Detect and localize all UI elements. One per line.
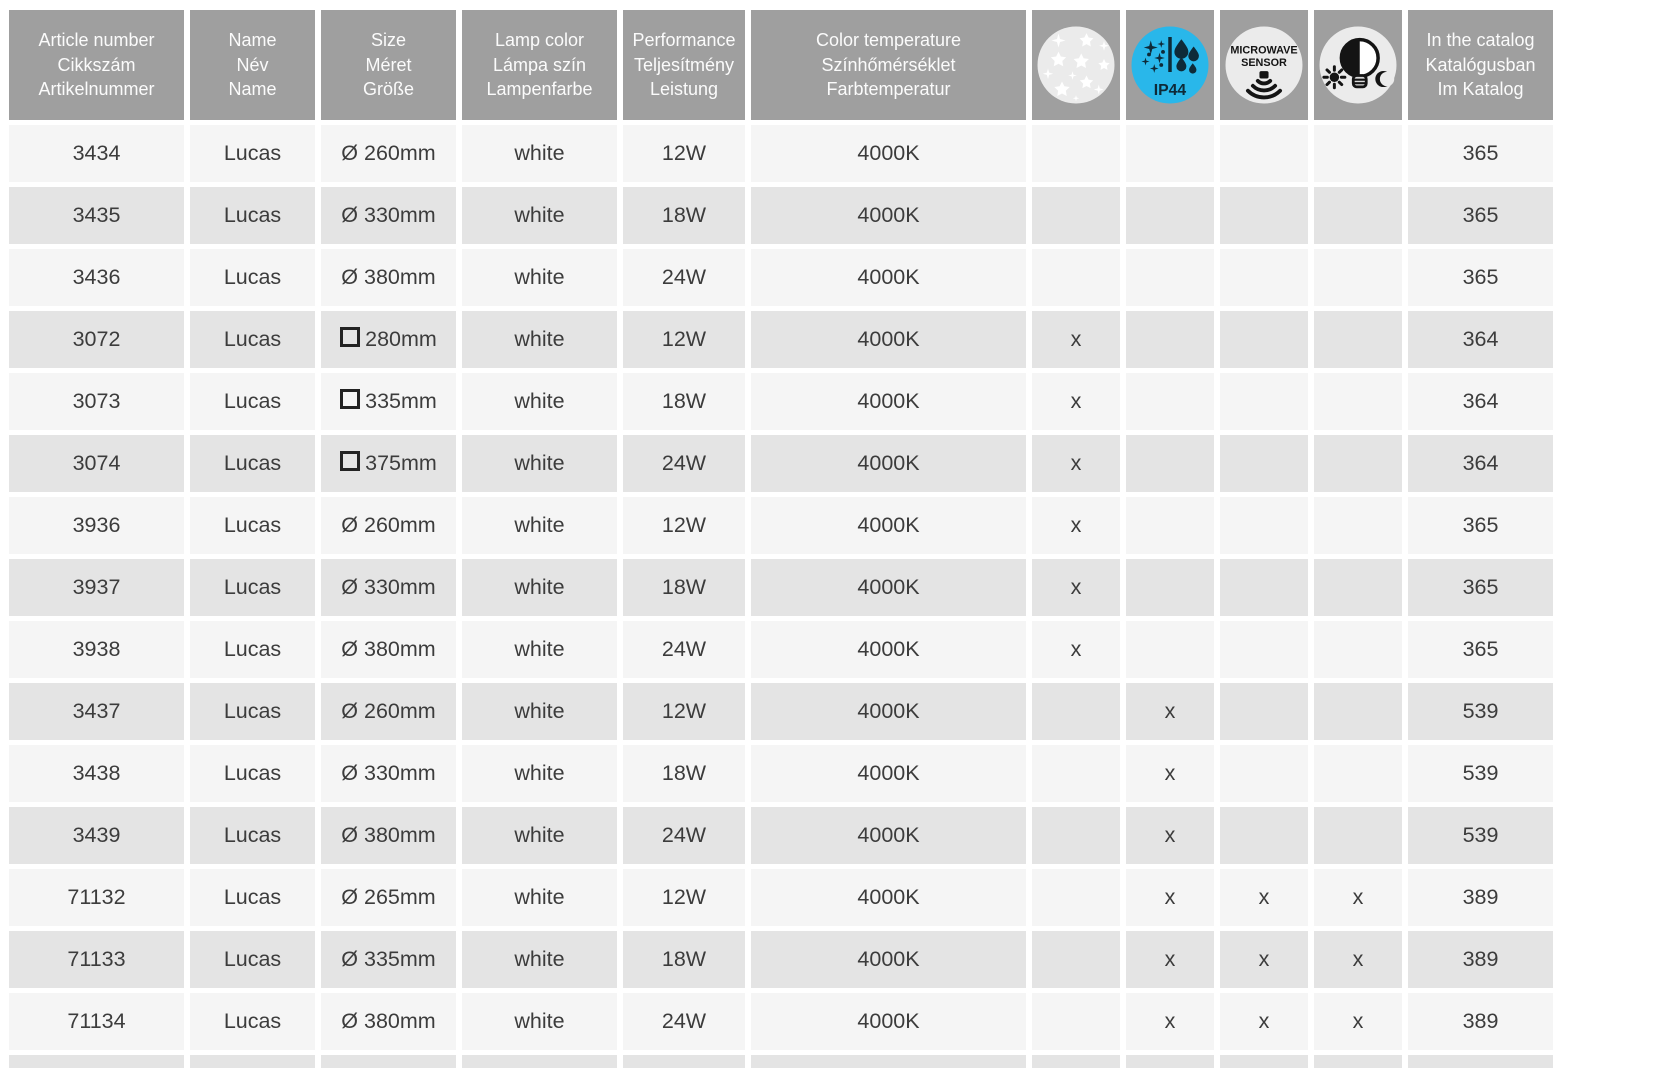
size-cell: Ø 380mm	[321, 249, 456, 306]
partial-cell	[1408, 1055, 1553, 1068]
microwave-mark-cell: x	[1220, 931, 1308, 988]
ip44-mark-cell	[1126, 559, 1214, 616]
square-shape-icon	[340, 451, 360, 471]
article-cell: 3437	[9, 683, 184, 740]
header-line: Artikelnummer	[38, 79, 155, 100]
header-line: Színhőmérséklet	[821, 54, 956, 75]
starry-sky-icon	[1034, 23, 1118, 107]
catalog-cell: 389	[1408, 931, 1553, 988]
header-line: Article number	[38, 29, 155, 50]
performance-cell: 24W	[623, 993, 745, 1050]
lamp-color-cell: white	[462, 249, 617, 306]
catalog-cell: 365	[1408, 125, 1553, 182]
catalog-cell: 364	[1408, 373, 1553, 430]
header-line: In the catalog	[1426, 29, 1535, 50]
table-row	[9, 745, 1553, 802]
stars-mark-cell: x	[1032, 435, 1120, 492]
day-night-mark-cell: x	[1314, 993, 1402, 1050]
stars-mark-cell: x	[1032, 311, 1120, 368]
ip44-mark-cell: x	[1126, 869, 1214, 926]
performance-cell: 18W	[623, 931, 745, 988]
name-cell: Lucas	[190, 435, 315, 492]
day-night-mark-cell: x	[1314, 869, 1402, 926]
microwave-mark-cell	[1220, 621, 1308, 678]
size-cell: 335mm	[321, 373, 456, 430]
size-column-header	[321, 10, 456, 120]
ip44-mark-cell	[1126, 187, 1214, 244]
day-night-mark-cell	[1314, 497, 1402, 554]
size-cell: Ø 330mm	[321, 559, 456, 616]
color-temp-cell: 4000K	[751, 807, 1026, 864]
article-cell: 3074	[9, 435, 184, 492]
header-line: Im Katalog	[1437, 79, 1524, 100]
stars-mark-cell	[1032, 125, 1120, 182]
color-temperature-column-header	[751, 10, 1026, 120]
microwave-mark-cell	[1220, 311, 1308, 368]
table-row	[9, 187, 1553, 244]
lamp-color-cell: white	[462, 125, 617, 182]
lamp-color-cell: white	[462, 373, 617, 430]
header-line: Név	[236, 54, 269, 75]
day-night-mark-cell	[1314, 621, 1402, 678]
article-cell: 3937	[9, 559, 184, 616]
performance-cell: 12W	[623, 311, 745, 368]
microwave-mark-cell: x	[1220, 869, 1308, 926]
table-row	[9, 683, 1553, 740]
name-cell: Lucas	[190, 869, 315, 926]
ip44-mark-cell: x	[1126, 745, 1214, 802]
lamp-color-cell: white	[462, 559, 617, 616]
color-temp-cell: 4000K	[751, 435, 1026, 492]
name-cell: Lucas	[190, 931, 315, 988]
table-row	[9, 559, 1553, 616]
ip44-weatherproof-icon	[1128, 23, 1212, 107]
catalog-cell: 539	[1408, 807, 1553, 864]
header-row	[9, 10, 1553, 120]
day-night-mark-cell: x	[1314, 931, 1402, 988]
day-night-mark-cell	[1314, 187, 1402, 244]
header-line: Cikkszám	[57, 54, 136, 75]
color-temp-cell: 4000K	[751, 249, 1026, 306]
performance-cell: 18W	[623, 559, 745, 616]
table-row	[9, 249, 1553, 306]
microwave-mark-cell	[1220, 435, 1308, 492]
name-cell: Lucas	[190, 993, 315, 1050]
partial-cell	[751, 1055, 1026, 1068]
name-cell: Lucas	[190, 745, 315, 802]
microwave-sensor-icon	[1222, 23, 1306, 107]
article-cell: 71134	[9, 993, 184, 1050]
microwave-mark-cell	[1220, 559, 1308, 616]
stars-mark-cell: x	[1032, 373, 1120, 430]
article-cell: 3435	[9, 187, 184, 244]
lamp-color-cell: white	[462, 807, 617, 864]
header-line: Katalógusban	[1425, 54, 1536, 75]
partial-cell	[1220, 1055, 1308, 1068]
microwave-mark-cell	[1220, 745, 1308, 802]
lamp-color-cell: white	[462, 311, 617, 368]
article-number-column-header	[9, 10, 184, 120]
table-row	[9, 621, 1553, 678]
catalog-cell: 365	[1408, 621, 1553, 678]
catalog-cell: 365	[1408, 559, 1553, 616]
name-cell: Lucas	[190, 187, 315, 244]
header-line: Größe	[362, 79, 414, 100]
moon-glyph	[1375, 71, 1394, 87]
size-cell: 280mm	[321, 311, 456, 368]
stars-mark-cell	[1032, 869, 1120, 926]
microwave-mark-cell	[1220, 373, 1308, 430]
ip44-mark-cell	[1126, 621, 1214, 678]
name-cell: Lucas	[190, 497, 315, 554]
ip44-mark-cell: x	[1126, 683, 1214, 740]
table-row	[9, 311, 1553, 368]
stars-mark-cell	[1032, 807, 1120, 864]
partial-cell	[623, 1055, 745, 1068]
catalog-cell: 389	[1408, 869, 1553, 926]
ip44-mark-cell: x	[1126, 993, 1214, 1050]
stars-mark-cell: x	[1032, 621, 1120, 678]
performance-cell: 12W	[623, 497, 745, 554]
lamp-color-cell: white	[462, 931, 617, 988]
color-temp-cell: 4000K	[751, 311, 1026, 368]
name-cell: Lucas	[190, 621, 315, 678]
partial-cell	[321, 1055, 456, 1068]
table-row	[9, 807, 1553, 864]
performance-cell: 24W	[623, 249, 745, 306]
lamp-color-cell: white	[462, 869, 617, 926]
microwave-mark-cell	[1220, 683, 1308, 740]
lamp-color-column-header	[462, 10, 617, 120]
microwave-label-line2: SENSOR	[1241, 56, 1287, 69]
header-line: Lampenfarbe	[486, 79, 593, 100]
product-table-body	[9, 125, 1553, 1068]
size-cell: Ø 335mm	[321, 931, 456, 988]
color-temp-cell: 4000K	[751, 497, 1026, 554]
lamp-color-cell: white	[462, 497, 617, 554]
partial-next-row	[9, 1055, 1553, 1068]
catalog-cell: 539	[1408, 745, 1553, 802]
microwave-mark-cell	[1220, 125, 1308, 182]
microwave-sensor-column-header	[1220, 10, 1308, 120]
sun-glyph	[1324, 67, 1345, 88]
size-cell: Ø 330mm	[321, 745, 456, 802]
lamp-color-cell: white	[462, 683, 617, 740]
square-shape-icon	[340, 389, 360, 409]
table-row	[9, 869, 1553, 926]
partial-cell	[1126, 1055, 1214, 1068]
table-header	[9, 10, 1553, 120]
performance-cell: 18W	[623, 373, 745, 430]
size-cell: Ø 380mm	[321, 807, 456, 864]
table-row	[9, 931, 1553, 988]
header-line: Size	[370, 29, 406, 50]
day-night-sensor-icon	[1316, 23, 1400, 107]
lamp-color-cell: white	[462, 745, 617, 802]
article-cell: 3439	[9, 807, 184, 864]
ip44-mark-cell	[1126, 249, 1214, 306]
ip44-feature-column-header	[1126, 10, 1214, 120]
stars-feature-column-header	[1032, 10, 1120, 120]
catalog-cell: 364	[1408, 311, 1553, 368]
day-night-mark-cell	[1314, 125, 1402, 182]
article-cell: 71133	[9, 931, 184, 988]
article-cell: 3938	[9, 621, 184, 678]
color-temp-cell: 4000K	[751, 125, 1026, 182]
performance-column-header	[623, 10, 745, 120]
color-temp-cell: 4000K	[751, 931, 1026, 988]
day-night-mark-cell	[1314, 435, 1402, 492]
name-cell: Lucas	[190, 807, 315, 864]
performance-cell: 12W	[623, 683, 745, 740]
microwave-mark-cell: x	[1220, 993, 1308, 1050]
name-cell: Lucas	[190, 559, 315, 616]
performance-cell: 24W	[623, 435, 745, 492]
microwave-mark-cell	[1220, 249, 1308, 306]
color-temp-cell: 4000K	[751, 621, 1026, 678]
lamp-color-cell: white	[462, 435, 617, 492]
day-night-sensor-column-header	[1314, 10, 1402, 120]
performance-cell: 18W	[623, 745, 745, 802]
color-temp-cell: 4000K	[751, 683, 1026, 740]
day-night-mark-cell	[1314, 745, 1402, 802]
header-line: Name	[228, 29, 277, 50]
catalog-column-header	[1408, 10, 1553, 120]
size-cell: Ø 260mm	[321, 497, 456, 554]
table-row	[9, 993, 1553, 1050]
square-shape-icon	[340, 327, 360, 347]
day-night-mark-cell	[1314, 249, 1402, 306]
performance-cell: 12W	[623, 869, 745, 926]
stars-mark-cell	[1032, 993, 1120, 1050]
stars-mark-cell: x	[1032, 559, 1120, 616]
performance-cell: 24W	[623, 621, 745, 678]
catalog-cell: 364	[1408, 435, 1553, 492]
product-table	[3, 5, 1559, 1073]
header-line: Performance	[632, 29, 736, 50]
name-cell: Lucas	[190, 311, 315, 368]
article-cell: 3936	[9, 497, 184, 554]
size-cell: Ø 260mm	[321, 683, 456, 740]
microwave-mark-cell	[1220, 807, 1308, 864]
stars-mark-cell	[1032, 249, 1120, 306]
day-night-mark-cell	[1314, 807, 1402, 864]
name-cell: Lucas	[190, 249, 315, 306]
ip44-label: IP44	[1153, 81, 1187, 99]
lamp-color-cell: white	[462, 187, 617, 244]
table-row	[9, 373, 1553, 430]
day-night-mark-cell	[1314, 311, 1402, 368]
color-temp-cell: 4000K	[751, 187, 1026, 244]
article-cell: 3073	[9, 373, 184, 430]
stars-mark-cell	[1032, 931, 1120, 988]
catalog-cell: 365	[1408, 497, 1553, 554]
size-cell: Ø 330mm	[321, 187, 456, 244]
name-column-header	[190, 10, 315, 120]
article-cell: 3436	[9, 249, 184, 306]
ip44-mark-cell	[1126, 125, 1214, 182]
partial-cell	[1314, 1055, 1402, 1068]
name-cell: Lucas	[190, 125, 315, 182]
size-cell: 375mm	[321, 435, 456, 492]
header-line: Color temperature	[815, 29, 962, 50]
size-cell: Ø 380mm	[321, 993, 456, 1050]
performance-cell: 24W	[623, 807, 745, 864]
ip44-mark-cell: x	[1126, 807, 1214, 864]
day-night-mark-cell	[1314, 559, 1402, 616]
color-temp-cell: 4000K	[751, 373, 1026, 430]
stars-mark-cell	[1032, 745, 1120, 802]
performance-cell: 12W	[623, 125, 745, 182]
catalog-cell: 365	[1408, 249, 1553, 306]
partial-cell	[9, 1055, 184, 1068]
day-night-mark-cell	[1314, 373, 1402, 430]
size-cell: Ø 380mm	[321, 621, 456, 678]
header-line: Leistung	[649, 79, 719, 100]
color-temp-cell: 4000K	[751, 745, 1026, 802]
article-cell: 3438	[9, 745, 184, 802]
table-row	[9, 435, 1553, 492]
partial-cell	[190, 1055, 315, 1068]
day-night-mark-cell	[1314, 683, 1402, 740]
ip44-mark-cell	[1126, 497, 1214, 554]
header-line: Méret	[365, 54, 412, 75]
header-line: Farbtemperatur	[826, 79, 951, 100]
partial-cell	[462, 1055, 617, 1068]
microwave-label-line1: MICROWAVE	[1230, 44, 1298, 57]
header-line: Teljesítmény	[633, 54, 735, 75]
color-temp-cell: 4000K	[751, 993, 1026, 1050]
ip44-mark-cell: x	[1126, 931, 1214, 988]
catalog-cell: 539	[1408, 683, 1553, 740]
header-line: Lámpa szín	[492, 54, 587, 75]
stars-mark-cell: x	[1032, 497, 1120, 554]
catalog-cell: 365	[1408, 187, 1553, 244]
color-temp-cell: 4000K	[751, 559, 1026, 616]
name-cell: Lucas	[190, 683, 315, 740]
microwave-mark-cell	[1220, 187, 1308, 244]
article-cell: 71132	[9, 869, 184, 926]
table-row	[9, 497, 1553, 554]
partial-cell	[1032, 1055, 1120, 1068]
article-cell: 3434	[9, 125, 184, 182]
size-cell: Ø 260mm	[321, 125, 456, 182]
lamp-color-cell: white	[462, 621, 617, 678]
stars-mark-cell	[1032, 187, 1120, 244]
ip44-mark-cell	[1126, 435, 1214, 492]
ip44-mark-cell	[1126, 311, 1214, 368]
size-cell: Ø 265mm	[321, 869, 456, 926]
article-cell: 3072	[9, 311, 184, 368]
header-line: Name	[228, 79, 277, 100]
microwave-mark-cell	[1220, 497, 1308, 554]
header-line: Lamp color	[494, 29, 585, 50]
performance-cell: 18W	[623, 187, 745, 244]
name-cell: Lucas	[190, 373, 315, 430]
table-row	[9, 125, 1553, 182]
lamp-color-cell: white	[462, 993, 617, 1050]
ip44-mark-cell	[1126, 373, 1214, 430]
color-temp-cell: 4000K	[751, 869, 1026, 926]
catalog-cell: 389	[1408, 993, 1553, 1050]
stars-mark-cell	[1032, 683, 1120, 740]
